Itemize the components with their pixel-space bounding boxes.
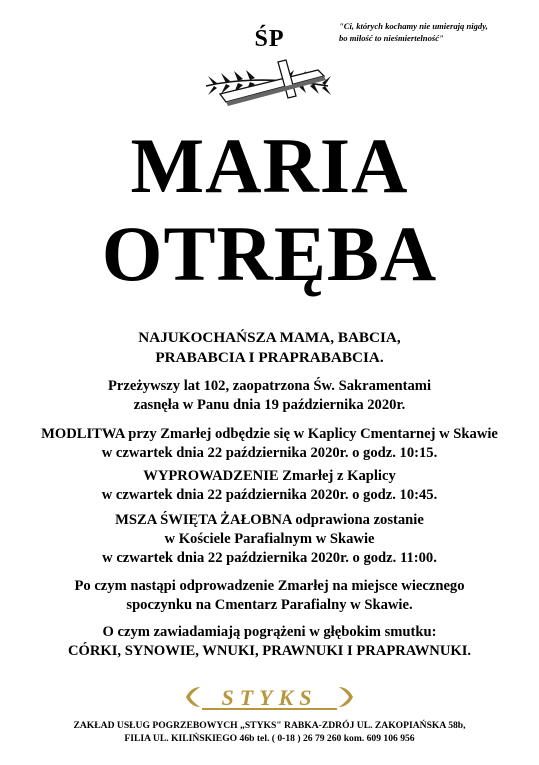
departure-line-2: w czwartek dnia 22 października 2020r. o godz. 10:45. [101, 487, 438, 503]
prayer-line-1: MODLITWA przy Zmarłej odbędzie się w Kaplicy Cmentarnej w Skawie [41, 426, 498, 442]
footer-line-1: ZAKŁAD USŁUG POGRZEBOWYCH „STYKS" RABKA-ZDRÓJ UL. ZAKOPIAŃSKA 58b, [73, 720, 466, 731]
mass-line-2: w Kościele Parafialnym w Skawie [164, 531, 375, 547]
sp-initials: ŚP [254, 26, 285, 52]
mourners-list: CÓRKI, SYNOWIE, WNUKI, PRAWNUKI I PRAPRAWNUKI. [67, 643, 472, 659]
age-line-1: Przeżywszy lat 102, zaopatrzona Św. Sakramentami [107, 378, 432, 394]
burial-line-2: spoczynku na Cmentarz Parafialny w Skawie. [126, 597, 413, 613]
deceased-first-name: MARIA [130, 122, 409, 209]
cross-with-palm-icon [200, 56, 340, 110]
prayer-line-2: w czwartek dnia 22 października 2020r. o godz. 10:15. [101, 445, 438, 461]
mass-line-3: w czwartek dnia 22 października 2020r. o godz. 11:00. [102, 550, 437, 566]
departure-line-1: WYPROWADZENIE Zmarłej z Kaplicy [143, 468, 396, 484]
family-role-line-2: PRABABCIA I PRAPRABABCIA. [155, 349, 384, 366]
quote-line-2: bo miłość to nieśmiertelność" [339, 33, 444, 43]
age-line-2: zasnęła w Panu dnia 19 października 2020r. [133, 397, 406, 413]
memorial-quote [339, 20, 534, 44]
burial-line-1: Po czym nastąpi odprowadzenie Zmarłej na miejsce wiecznego [74, 578, 465, 594]
family-role-line-1: NAJUKOCHAŃSZA MAMA, BABCIA, [138, 329, 401, 346]
notice-line-1: O czym zawiadamiają pogrążeni w głębokim smutku: [102, 624, 437, 640]
styks-logo [0, 682, 539, 712]
styks-logo-text: STYKS [221, 685, 318, 710]
quote-line-1: "Ci, których kochamy nie umierają nigdy, [339, 21, 488, 31]
deceased-last-name: OTRĘBA [101, 210, 438, 297]
mass-line-1: MSZA ŚWIĘTA ŻAŁOBNA odprawiona zostanie [115, 512, 424, 528]
footer-line-2: FILIA UL. KILIŃSKIEGO 46b tel. ( 0-18 ) 26 79 260 kom. 609 106 956 [124, 733, 415, 744]
